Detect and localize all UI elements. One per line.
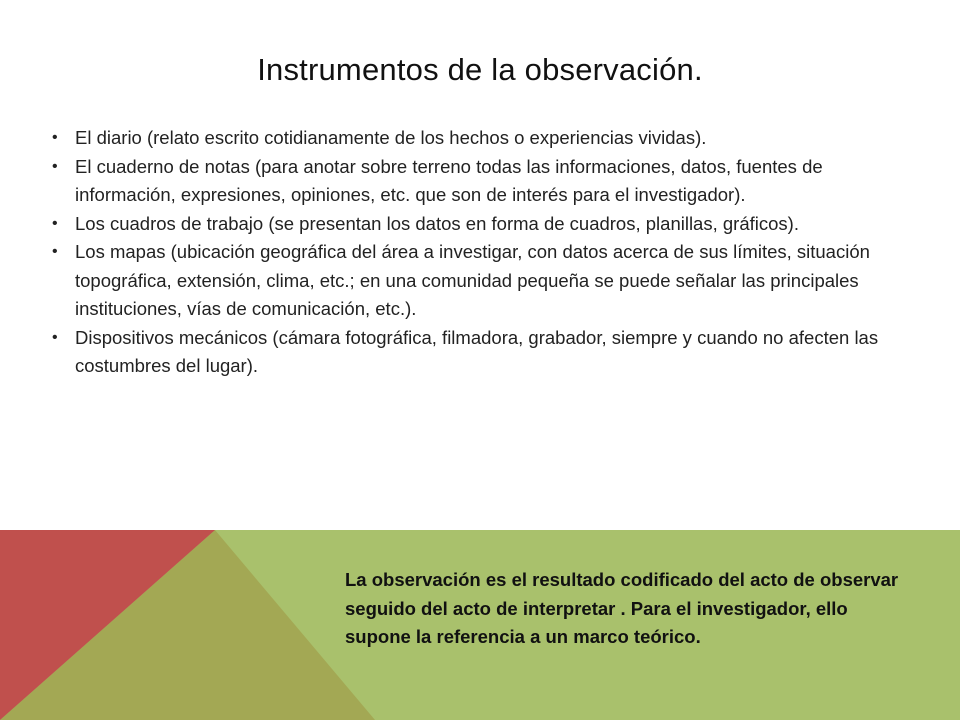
bullet-item xyxy=(48,238,918,324)
bullet-text: Dispositivos mecánicos (cámara fotográfica, filmadora, grabador, siempre y cuando no afecten las costumbres del lugar). xyxy=(75,326,879,376)
callout-text: La observación es el resultado codificado del acto de observar seguido del acto de interpretar . Para el investigador, ello supone la referencia a un marco teórico. xyxy=(345,569,899,647)
bullet-marker: • xyxy=(52,129,58,146)
bullet-item xyxy=(48,153,918,210)
bullet-list xyxy=(48,124,918,381)
bullet-marker: • xyxy=(52,243,58,260)
bullet-text: El diario (relato escrito cotidianamente de los hechos o experiencias vividas). xyxy=(75,127,707,148)
bullet-text: Los cuadros de trabajo (se presentan los datos en forma de cuadros, planillas, gráficos). xyxy=(75,212,799,234)
bullet-item xyxy=(48,324,918,381)
bullet-marker: • xyxy=(52,328,58,346)
bullet-item xyxy=(48,124,918,153)
bullet-marker: • xyxy=(52,157,58,175)
bullet-item xyxy=(48,210,918,239)
bullet-text: Los mapas (ubicación geográfica del área a investigar, con datos acerca de sus límites, situación topográfica, extensión, clima, etc.; en una comunidad pequeña se puede señalar las principales instituciones, vías de comunicación, etc.). xyxy=(75,241,870,319)
bullet-text: El cuaderno de notas (para anotar sobre terreno todas las informaciones, datos, fuentes de información, expresiones, opiniones, etc. que son de interés para el investigador). xyxy=(75,155,823,205)
slide-title: Instrumentos de la observación. xyxy=(257,52,703,87)
bullet-marker: • xyxy=(52,214,58,232)
